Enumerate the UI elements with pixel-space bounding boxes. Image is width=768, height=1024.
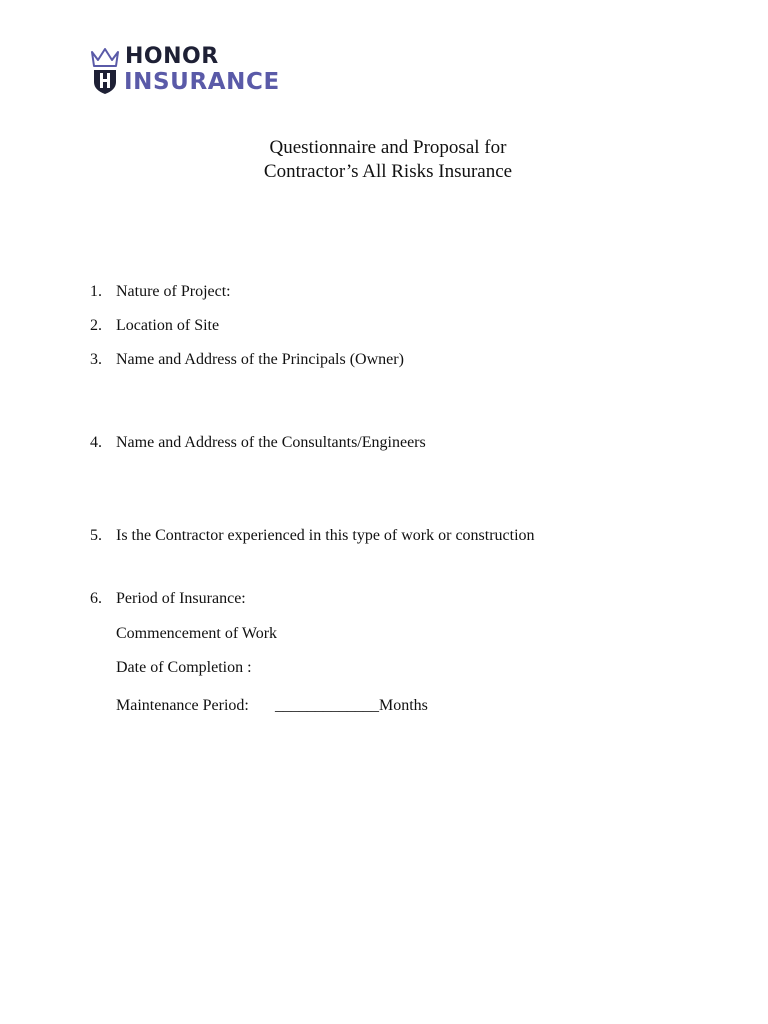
date-of-completion-label: Date of Completion : — [116, 659, 252, 676]
question-6 — [90, 589, 246, 609]
question-label: Period of Insurance: — [116, 590, 246, 607]
question-number: 1. — [90, 283, 102, 300]
crown-shield-icon — [90, 46, 120, 94]
commencement-of-work-label: Commencement of Work — [116, 625, 278, 642]
document-title-line-1: Questionnaire and Proposal for — [269, 137, 507, 158]
question-label: Name and Address of the Principals (Owner) — [116, 351, 404, 368]
question-5 — [90, 526, 535, 546]
question-number: 6. — [90, 590, 102, 607]
question-number: 2. — [90, 317, 102, 334]
question-number: 4. — [90, 434, 102, 451]
question-label: Nature of Project: — [116, 283, 231, 300]
honor-insurance-logo — [90, 44, 290, 96]
logo-word-honor: HONOR — [125, 44, 219, 69]
question-number: 3. — [90, 351, 102, 368]
maintenance-period-label: Maintenance Period: — [116, 697, 249, 714]
logo-word-insurance: INSURANCE — [124, 69, 280, 95]
maintenance-months-blank: _____________Months — [275, 697, 428, 714]
question-4 — [90, 433, 426, 453]
question-label: Location of Site — [116, 317, 220, 334]
question-number: 5. — [90, 527, 102, 544]
question-1 — [90, 282, 231, 302]
question-3 — [90, 350, 404, 370]
question-label: Name and Address of the Consultants/Engineers — [116, 434, 426, 451]
question-label: Is the Contractor experienced in this type of work or construction — [116, 527, 535, 544]
document-title-line-2: Contractor’s All Risks Insurance — [263, 161, 513, 182]
question-2 — [90, 316, 219, 336]
